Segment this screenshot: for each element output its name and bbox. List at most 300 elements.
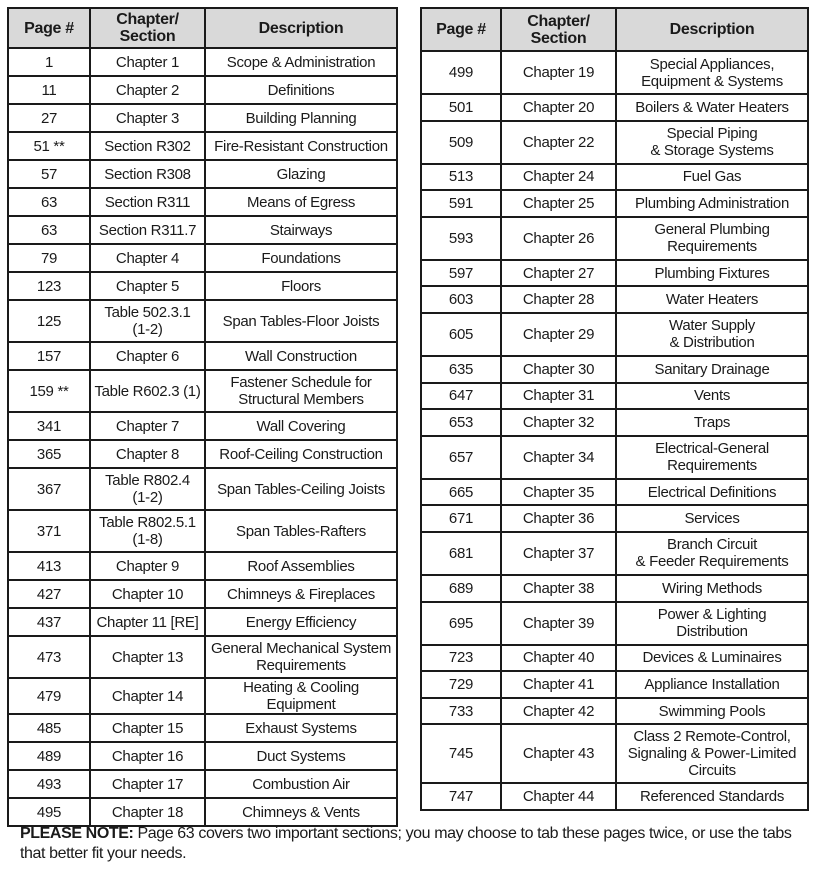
description-line: Special Piping [666,125,758,143]
description-line: Plumbing Fixtures [654,264,770,282]
chapter-section [501,602,616,645]
chapter-section [90,770,205,798]
page-number: 733 [421,698,501,725]
description-line: Requirements [667,238,757,256]
chapter-line: Chapter 26 [522,229,595,247]
chapter-section [501,121,616,164]
page-number: 1 [8,48,90,76]
description-line: Water Heaters [665,291,759,309]
page-number: 745 [421,724,501,783]
description-line: Fuel Gas [682,168,742,186]
chapter-line: Chapter 35 [522,483,595,501]
table-row [8,608,397,636]
description-line: Foundations [261,249,341,267]
description [205,244,397,272]
chapter-section [501,698,616,725]
table-row [421,313,808,356]
chapter-section [90,244,205,272]
table-row [421,645,808,672]
description-line: Water Supply [669,317,755,335]
chapter-section [90,342,205,370]
page-number: 681 [421,532,501,575]
table-row [421,783,808,810]
chapter-line: Chapter 22 [522,133,595,151]
description [616,190,808,217]
table-row [8,132,397,160]
description [205,104,397,132]
description-line: Branch Circuit [667,536,757,554]
description [616,575,808,602]
chapter-section [90,188,205,216]
chapter-section [90,678,205,714]
description-line: Wall Construction [245,347,357,365]
chapter-section [501,505,616,532]
header-page: Page # [421,8,501,51]
description [205,370,397,412]
chapter-line: Chapter 32 [522,413,595,431]
chapter-line: Chapter 36 [522,510,595,528]
chapter-section [501,436,616,479]
chapter-line: Chapter 3 [115,109,180,127]
description [616,698,808,725]
chapter-line: (1-8) [132,531,163,548]
page-number: 593 [421,217,501,260]
header-description: Description [205,8,397,48]
page-number: 427 [8,580,90,608]
description [616,602,808,645]
description-line: Fire-Resistant Construction [214,137,388,155]
chapter-line: Chapter 9 [115,557,180,575]
description-line: Scope & Administration [226,53,376,71]
description [616,671,808,698]
description [616,313,808,356]
chapter-section [501,575,616,602]
table-row [8,636,397,678]
chapter-section [90,76,205,104]
chapter-line: Chapter 27 [522,264,595,282]
description [205,636,397,678]
description [205,770,397,798]
chapter-section [90,412,205,440]
page-number: 57 [8,160,90,188]
description-line: Chimneys & Vents [242,803,360,821]
description-line: Sanitary Drainage [654,360,770,378]
description [205,342,397,370]
chapter-line: Chapter 14 [111,687,184,705]
chapter-section [90,510,205,552]
description [616,645,808,672]
chapter-line: Chapter 38 [522,579,595,597]
chapter-line: Chapter 43 [522,745,595,763]
page-number: 489 [8,742,90,770]
description [616,479,808,506]
table-row [421,286,808,313]
page-number: 159 ** [8,370,90,412]
description [616,260,808,287]
description [616,121,808,164]
description-line: Plumbing Administration [634,194,789,212]
chapter-section [90,104,205,132]
description [205,742,397,770]
chapter-section [501,356,616,383]
chapter-line: Chapter 8 [115,445,180,463]
table-row [421,505,808,532]
table-row [8,412,397,440]
table-row [8,272,397,300]
chapter-section [90,798,205,826]
description [616,724,808,783]
chapter-line: Chapter 17 [111,775,184,793]
header-chapter-section [501,8,616,51]
description [616,164,808,191]
table-row [421,190,808,217]
chapter-line: Chapter 6 [115,347,180,365]
chapter-line: Chapter 42 [522,702,595,720]
description [205,468,397,510]
chapter-line: Section R302 [104,137,191,155]
chapter-section [501,313,616,356]
page-number: 665 [421,479,501,506]
table-row [8,440,397,468]
page-number: 597 [421,260,501,287]
description [205,272,397,300]
page-number: 635 [421,356,501,383]
description-line: & Feeder Requirements [635,553,789,571]
table-row [421,671,808,698]
chapter-line: Chapter 39 [522,614,595,632]
page-number: 657 [421,436,501,479]
description-line: Energy Efficiency [245,613,357,631]
table-row [8,104,397,132]
page-number: 79 [8,244,90,272]
chapter-section [90,370,205,412]
page-number: 51 ** [8,132,90,160]
chapter-line: Table R802.4 [105,472,190,489]
chapter-section [501,164,616,191]
chapter-line: (1-2) [132,489,163,506]
description-line: Roof-Ceiling Construction [219,445,383,463]
description [205,580,397,608]
chapter-line: Section R311 [104,193,191,211]
page-number: 493 [8,770,90,798]
description-line: Stairways [269,221,333,239]
chapter-section [90,272,205,300]
description-line: Equipment & Systems [641,72,783,90]
chapter-section [501,94,616,121]
description [616,783,808,810]
description [205,440,397,468]
table-header-row [421,8,808,51]
please-note [20,824,810,864]
description-line: Span Tables-Rafters [236,522,366,540]
description [205,552,397,580]
table-row [8,48,397,76]
table-row [8,160,397,188]
description-line: Services [684,510,740,528]
description [616,94,808,121]
page-number: 367 [8,468,90,510]
page-number: 63 [8,188,90,216]
chapter-line: Chapter 15 [111,719,184,737]
description [205,132,397,160]
description-line: Wall Covering [256,417,346,435]
description-line: Traps [693,413,731,431]
description [616,409,808,436]
header-chapter-line1: Chapter/ [116,11,179,28]
description-line: Requirements [256,657,346,674]
chapter-line: Chapter 19 [522,64,595,81]
chapter-line: Chapter 40 [522,649,595,667]
chapter-section [90,714,205,742]
chapter-line: Table R602.3 (1) [94,382,201,400]
chapter-line: Chapter 20 [522,98,595,116]
page-number: 509 [421,121,501,164]
description-line: Appliance Installation [644,675,780,693]
tab-index-table-right [420,7,809,811]
chapter-section [501,645,616,672]
description [205,510,397,552]
description-line: Heating & Cooling Equipment [243,679,359,713]
description-line: Structural Members [238,391,364,408]
page-number: 27 [8,104,90,132]
description [205,608,397,636]
page-number: 501 [421,94,501,121]
description [616,532,808,575]
description [616,356,808,383]
description-line: Combustion Air [252,775,350,793]
chapter-line: Chapter 44 [522,788,595,806]
description [205,48,397,76]
page-number: 647 [421,383,501,410]
description-line: Wiring Methods [661,579,762,597]
page-number: 671 [421,505,501,532]
chapter-line: Chapter 30 [522,360,595,378]
description-line: Electrical Definitions [647,483,777,501]
header-chapter-line2: Section [530,29,587,47]
page-number: 495 [8,798,90,826]
chapter-line: (1-2) [132,321,163,338]
table-row [421,436,808,479]
table-row [421,164,808,191]
page-number: 695 [421,602,501,645]
chapter-section [501,671,616,698]
description-line: Chimneys & Fireplaces [227,585,375,603]
header-page: Page # [8,8,90,48]
chapter-section [501,783,616,810]
description [616,436,808,479]
page-number: 63 [8,216,90,244]
chapter-section [90,580,205,608]
table-row [8,76,397,104]
chapter-section [90,300,205,342]
table-row [421,409,808,436]
description-line: Floors [281,277,321,295]
description-line: General Mechanical System [210,640,392,657]
description [616,217,808,260]
chapter-line: Chapter 13 [111,648,184,666]
chapter-section [90,608,205,636]
description [205,714,397,742]
chapter-section [501,479,616,506]
description-line: Devices & Luminaires [642,649,782,667]
chapter-line: Chapter 7 [115,417,180,435]
description-line: Span Tables-Ceiling Joists [217,480,385,498]
table-row [8,552,397,580]
page-number: 365 [8,440,90,468]
chapter-section [501,217,616,260]
description-line: Electrical-General [655,440,769,458]
chapter-line: Table 502.3.1 [104,304,191,321]
description [616,505,808,532]
chapter-section [501,409,616,436]
page-number: 513 [421,164,501,191]
description-line: Span Tables-Floor Joists [222,312,380,330]
header-description: Description [616,8,808,51]
table-row [8,216,397,244]
table-row [8,468,397,510]
description [616,383,808,410]
description [205,300,397,342]
table-row [421,602,808,645]
table-row [421,51,808,94]
page-number: 485 [8,714,90,742]
chapter-line: Section R311.7 [98,221,197,239]
description [616,51,808,94]
description-line: Distribution [676,623,748,641]
description-line: Fastener Schedule for [230,374,372,391]
table-row [8,342,397,370]
chapter-section [501,51,616,94]
page-number: 723 [421,645,501,672]
header-chapter-line1: Chapter/ [527,12,590,30]
chapter-line: Chapter 5 [115,277,180,295]
description-line: Means of Egress [246,193,356,211]
description [205,798,397,826]
table-row [8,580,397,608]
chapter-line: Chapter 31 [522,387,595,405]
table-row [8,370,397,412]
chapter-section [501,383,616,410]
table-row [421,724,808,783]
chapter-line: Chapter 16 [111,747,184,765]
description-line: Requirements [667,457,757,475]
page-number: 157 [8,342,90,370]
table-row [8,798,397,826]
description [616,286,808,313]
description-line: & Storage Systems [650,142,774,160]
chapter-line: Chapter 25 [522,194,595,212]
description-line: Referenced Standards [639,788,785,806]
chapter-line: Chapter 24 [522,168,595,186]
table-row [421,575,808,602]
table-row [421,698,808,725]
description-line: Special Appliances, [649,55,775,73]
chapter-section [501,286,616,313]
description-line: Duct Systems [256,747,346,765]
table-row [8,714,397,742]
table-row [8,300,397,342]
page-number: 125 [8,300,90,342]
note-label: PLEASE NOTE: [20,825,134,842]
chapter-section [90,552,205,580]
chapter-line: Chapter 11 [RE] [96,613,199,631]
chapter-section [90,636,205,678]
table-row [421,94,808,121]
description [205,188,397,216]
description-line: Building Planning [245,109,357,127]
chapter-line: Section R308 [104,165,191,183]
tab-index-table-left [7,7,398,827]
page-number: 371 [8,510,90,552]
table-row [8,510,397,552]
table-row [421,479,808,506]
table-row [421,532,808,575]
chapter-section [90,132,205,160]
chapter-line: Chapter 41 [522,675,595,693]
chapter-line: Chapter 18 [111,803,184,821]
note-text: Page 63 covers two important sections; you may choose to tab these pages twice, or use the tabs that better fit your needs. [20,825,792,862]
page-number: 413 [8,552,90,580]
page-number: 473 [8,636,90,678]
description [205,216,397,244]
chapter-line: Chapter 10 [111,585,184,603]
table-row [8,244,397,272]
table-row [421,121,808,164]
page-number: 437 [8,608,90,636]
table-row [8,188,397,216]
table-row [421,260,808,287]
table-row [421,383,808,410]
page-number: 603 [421,286,501,313]
chapter-line: Table R802.5.1 [99,514,196,531]
chapter-section [501,532,616,575]
page-number: 689 [421,575,501,602]
table-row [8,678,397,714]
chapter-section [90,440,205,468]
chapter-line: Chapter 37 [522,544,595,562]
description-line: Power & Lighting [657,606,767,624]
table-row [421,217,808,260]
page-number: 729 [421,671,501,698]
header-chapter-line2: Section [119,28,176,45]
description-line: Definitions [267,81,335,99]
description-line: Boilers & Water Heaters [635,98,789,116]
chapter-section [90,216,205,244]
table-row [8,742,397,770]
page-number: 653 [421,409,501,436]
description [205,412,397,440]
description-line: Signaling & Power-Limited [627,745,797,763]
description [205,160,397,188]
description [205,76,397,104]
description-line: Glazing [276,165,326,183]
chapter-section [90,48,205,76]
chapter-line: Chapter 1 [115,53,180,71]
table-header-row [8,8,397,48]
page-number: 11 [8,76,90,104]
chapter-section [90,468,205,510]
description-line: Exhaust Systems [245,719,357,737]
chapter-section [501,190,616,217]
header-chapter-section [90,8,205,48]
description-line: Vents [693,387,731,405]
page-number: 479 [8,678,90,714]
page-number: 747 [421,783,501,810]
page-number: 591 [421,190,501,217]
chapter-section [90,160,205,188]
description-line: Swimming Pools [658,702,766,720]
description-line: General Plumbing [654,221,770,239]
